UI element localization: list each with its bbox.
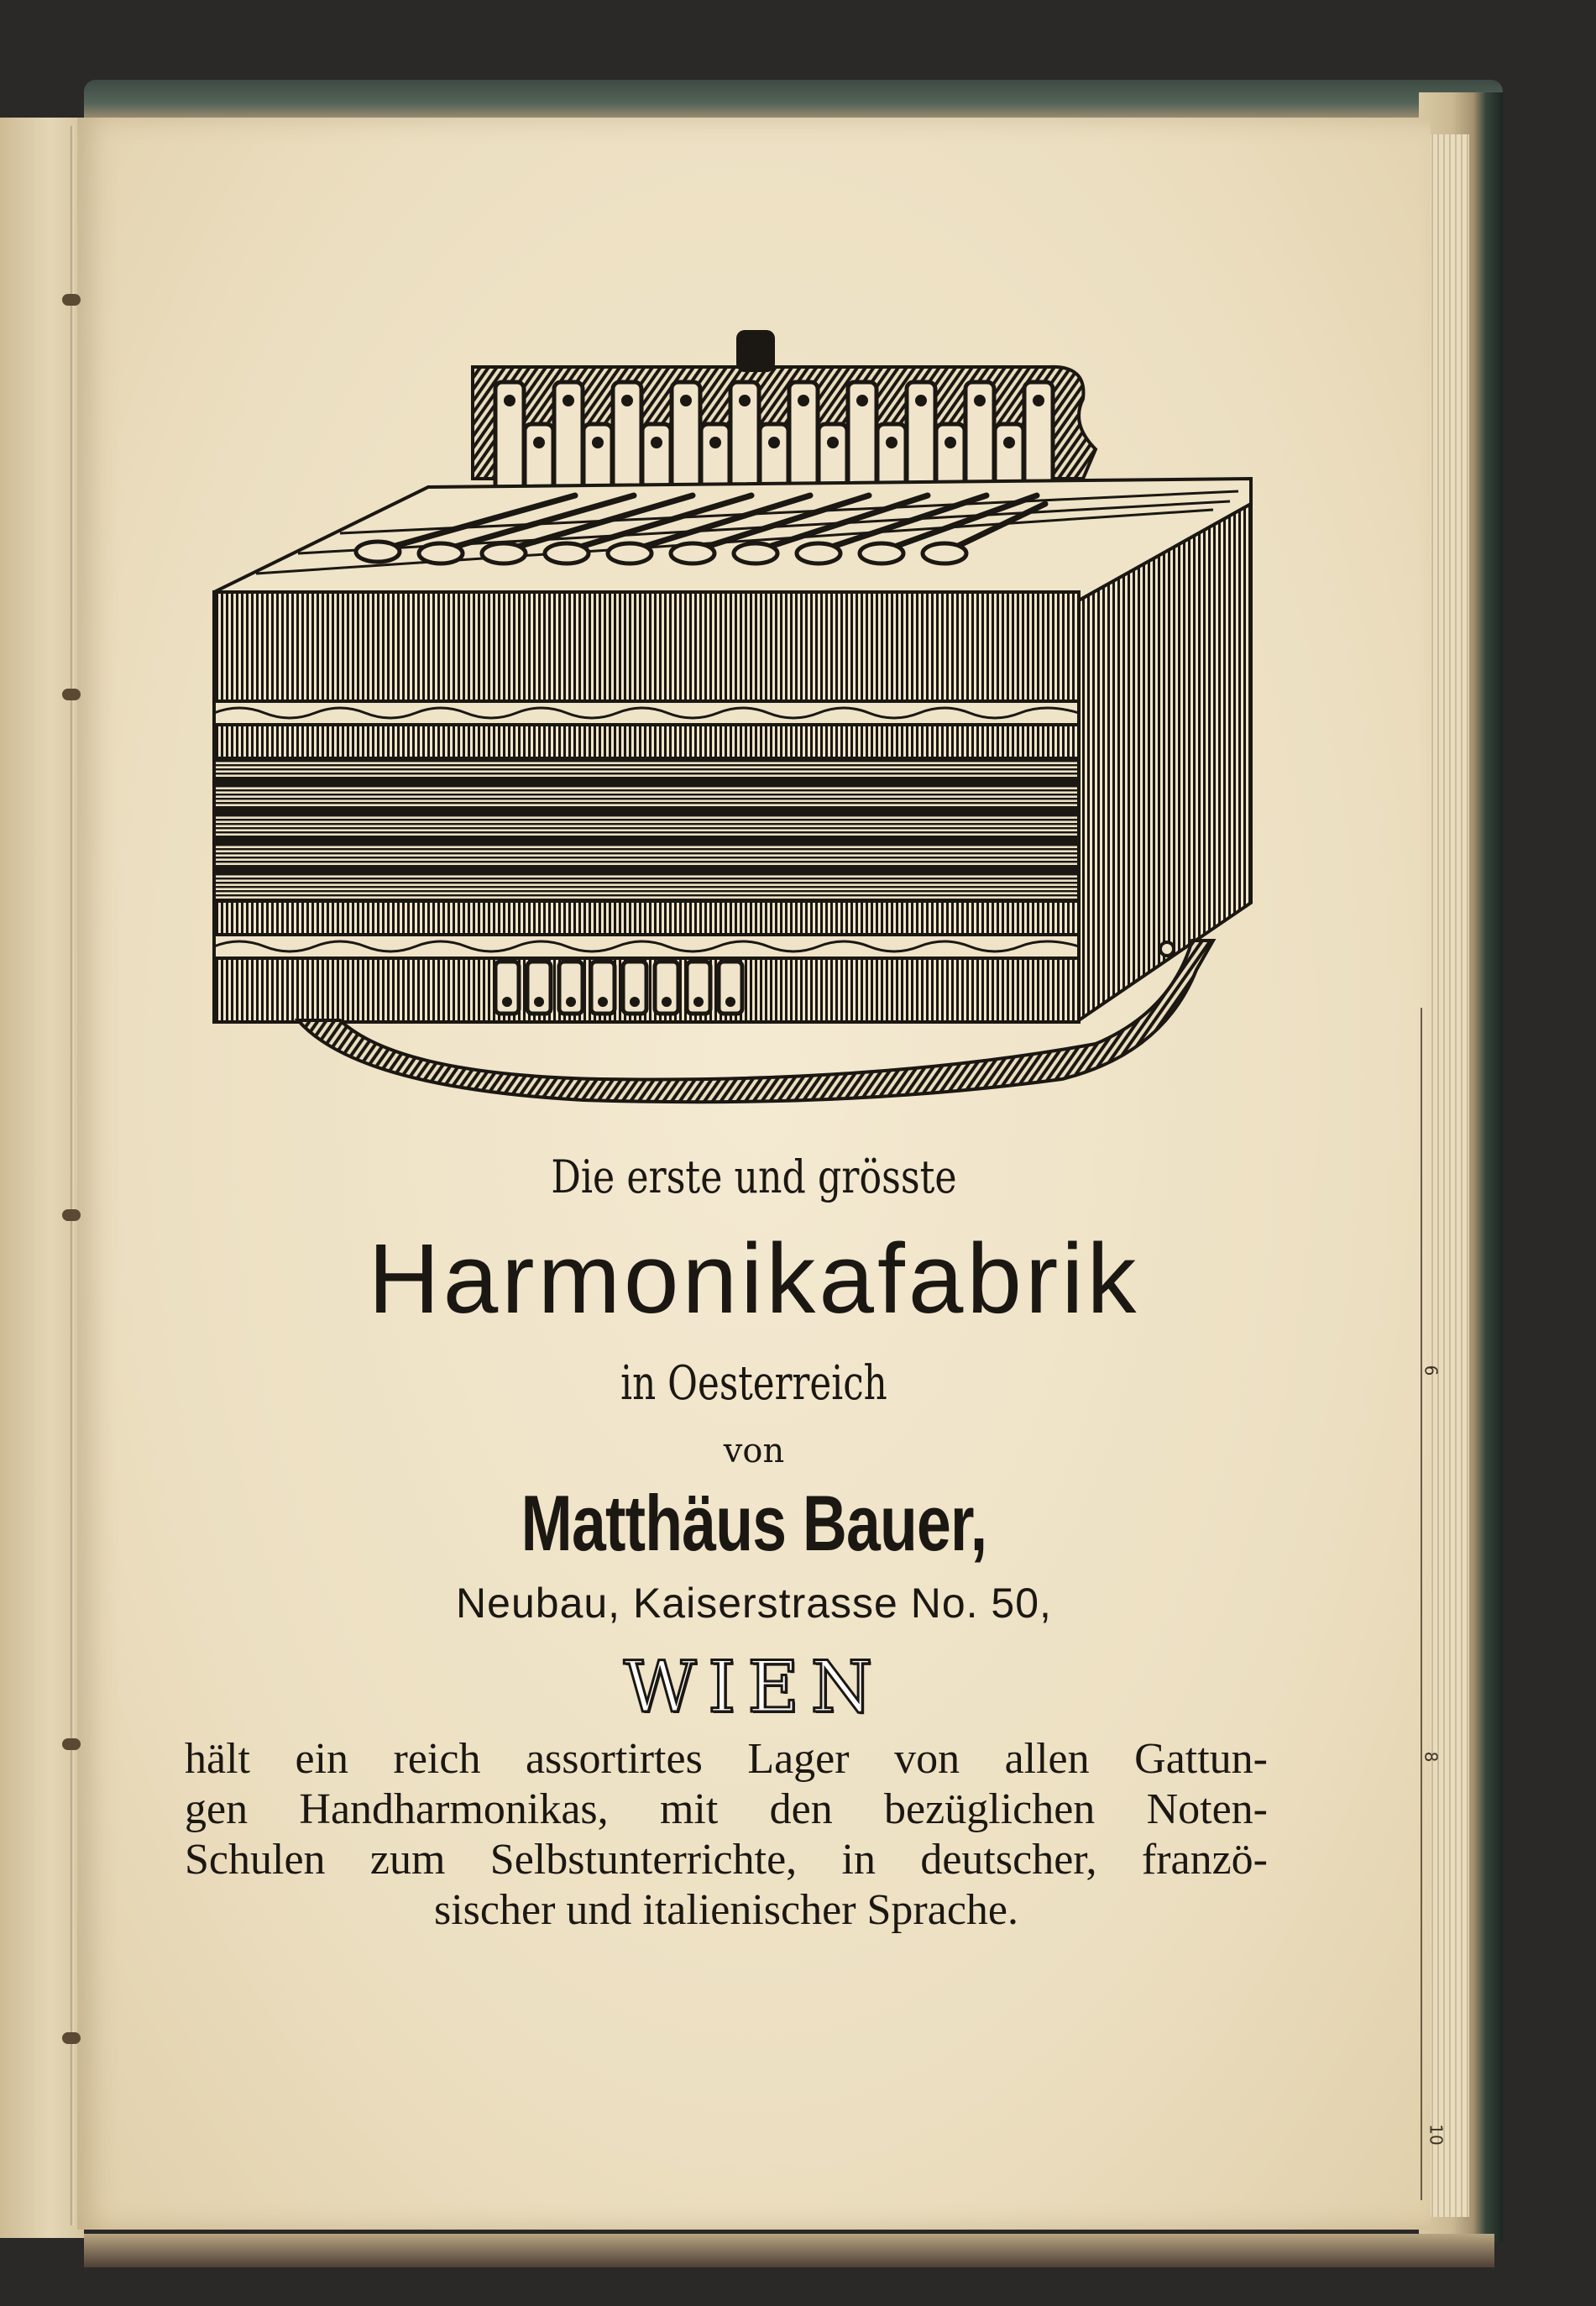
- address-line: Neubau, Kaiserstrasse No. 50,: [456, 1580, 1052, 1627]
- ruler-mark: 6: [1421, 1365, 1442, 1376]
- binding-stitch: [62, 689, 81, 700]
- city-name: WIEN: [623, 1646, 885, 1728]
- gutter: [71, 126, 74, 2225]
- body-line: hält ein reich assortirtes Lager von allen Gattun-: [185, 1735, 1268, 1783]
- body-line: Schulen zum Selbstunterrichte, in deutscher, franzö-: [185, 1836, 1268, 1884]
- country-line: in Oesterreich: [620, 1356, 887, 1411]
- ruler-mark: 8: [1421, 1751, 1442, 1763]
- binding-stitch: [62, 2032, 81, 2044]
- binding-stitch: [62, 294, 81, 306]
- headline: Harmonikafabrik: [368, 1224, 1140, 1334]
- body-line: gen Handharmonikas, mit den bezüglichen Noten-: [185, 1785, 1268, 1833]
- book-cover-bottom: [84, 2234, 1494, 2267]
- binding-stitch: [62, 1738, 81, 1750]
- intro-text: Die erste und grösste: [551, 1150, 957, 1203]
- accordion-illustration: [206, 323, 1272, 1117]
- binding-stitch: [62, 1209, 81, 1221]
- by-line: von: [723, 1432, 785, 1470]
- body-line: sischer und italienischer Sprache.: [434, 1886, 1018, 1934]
- ruler-mark: 10: [1426, 2124, 1447, 2146]
- proprietor-name: Matthäus Bauer,: [521, 1479, 987, 1567]
- advertisement-body: [185, 1734, 1268, 1936]
